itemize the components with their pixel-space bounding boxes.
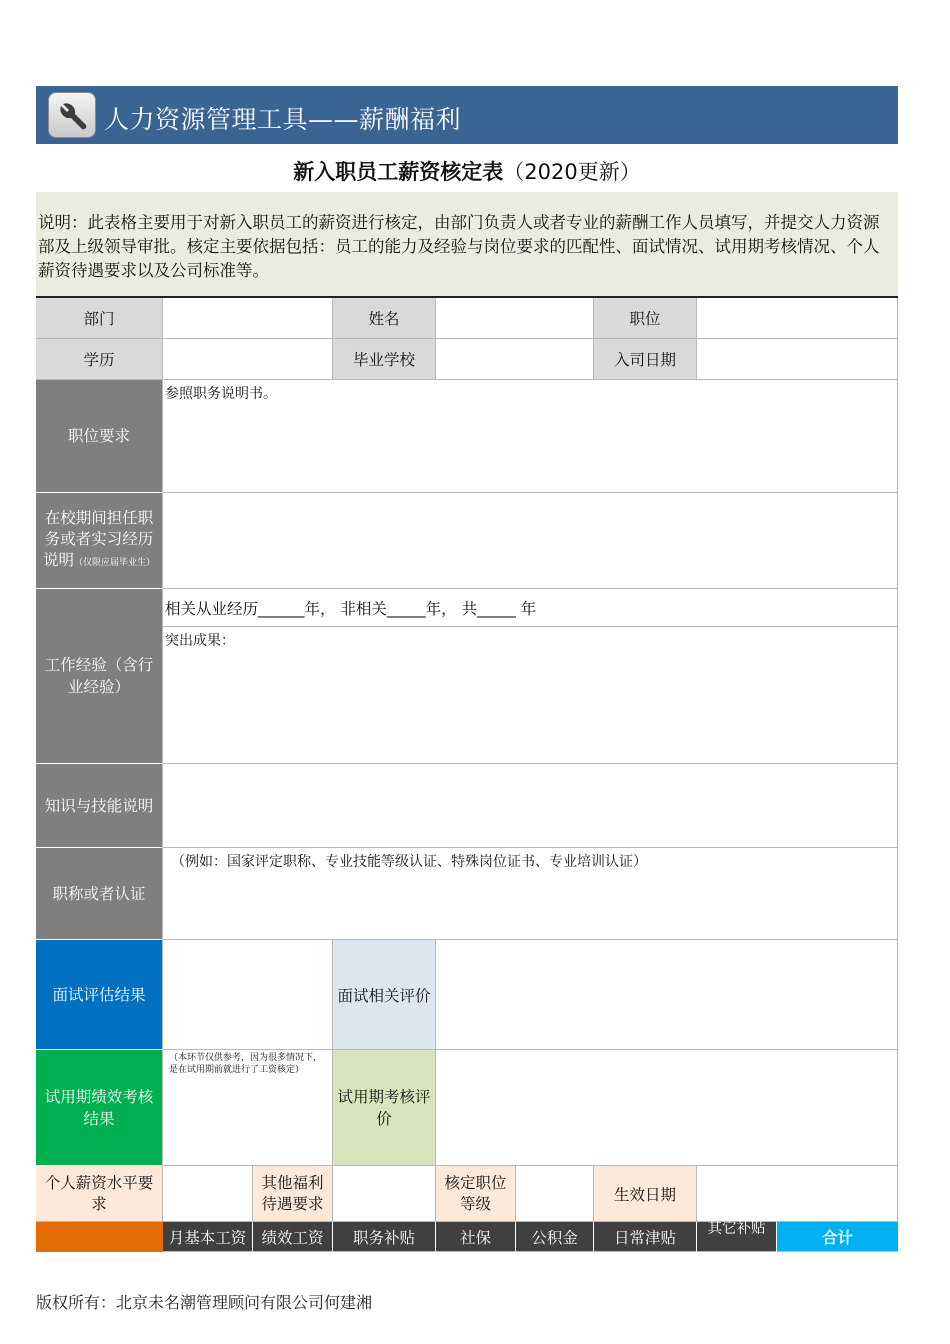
salary-col-other-allowance: 其它补贴 xyxy=(697,1222,777,1252)
probation-result-field[interactable] xyxy=(163,1050,333,1166)
achievements-label: 突出成果： xyxy=(165,633,235,649)
welfare-requirement-field[interactable] xyxy=(333,1166,436,1222)
salary-col-base: 月基本工资 xyxy=(163,1222,253,1252)
education-label: 学历 xyxy=(36,339,163,380)
entry-date-label: 入司日期 xyxy=(594,339,697,380)
salary-col-total: 合计 xyxy=(777,1222,898,1252)
banner-title: 人力资源管理工具——薪酬福利 xyxy=(104,105,462,134)
position-field[interactable] xyxy=(697,298,898,339)
interview-eval-field[interactable] xyxy=(436,940,898,1050)
grade-label: 核定职位等级 xyxy=(436,1166,516,1222)
salary-requirement-label: 个人薪资水平要求 xyxy=(36,1166,163,1222)
document-title-main: 新入职员工薪资核定表 xyxy=(293,160,504,184)
document-title xyxy=(36,156,898,186)
skills-label: 知识与技能说明 xyxy=(36,764,163,848)
interview-result-label: 面试评估结果 xyxy=(36,940,163,1050)
campus-experience-text: 在校期间担任职务或者实习经历说明 xyxy=(42,508,154,569)
school-field[interactable] xyxy=(436,339,594,380)
copyright-footer: 版权所有：北京未名潮管理顾问有限公司何建湘 xyxy=(36,1293,373,1312)
dept-label: 部门 xyxy=(36,298,163,339)
wrench-icon xyxy=(48,92,96,138)
description-text: 说明：此表格主要用于对新入职员工的薪资进行核定，由部门负责人或者专业的薪酬工作人员填写，并提交人力资源部及上级领导审批。核定主要依据包括：员工的能力及经验与岗位要求的匹配性、面试情况、试用期考核情况、个人薪资待遇要求以及公司标准等。 xyxy=(36,192,898,296)
campus-experience-tag: （仅限应届毕业生） xyxy=(74,557,156,568)
entry-date-field[interactable] xyxy=(697,339,898,380)
effective-date-field[interactable] xyxy=(697,1166,898,1222)
interview-result-field[interactable] xyxy=(163,940,333,1050)
education-field[interactable] xyxy=(163,339,333,380)
certification-field[interactable] xyxy=(163,848,898,940)
document-title-sub: （2020更新） xyxy=(503,160,641,184)
salary-col-position-allowance: 职务补贴 xyxy=(333,1222,436,1252)
certification-label: 职称或者认证 xyxy=(36,848,163,940)
achievements-field[interactable] xyxy=(163,627,898,764)
salary-col-social-insurance: 社保 xyxy=(436,1222,516,1252)
effective-date-label: 生效日期 xyxy=(594,1166,697,1222)
certification-note: （例如：国家评定职称、专业技能等级认证、特殊岗位证书、专业培训认证） xyxy=(171,854,647,870)
name-field[interactable] xyxy=(436,298,594,339)
salary-requirement-field[interactable] xyxy=(163,1166,253,1222)
skills-field[interactable] xyxy=(163,764,898,848)
campus-experience-label xyxy=(36,493,163,589)
salary-form xyxy=(36,296,898,1252)
welfare-requirement-label: 其他福利待遇要求 xyxy=(253,1166,333,1222)
salary-section-label xyxy=(36,1222,163,1252)
probation-eval-field[interactable] xyxy=(436,1050,898,1166)
name-label: 姓名 xyxy=(333,298,436,339)
work-experience-label: 工作经验（含行业经验） xyxy=(36,589,163,764)
salary-col-daily-allowance: 日常津贴 xyxy=(594,1222,697,1252)
salary-col-performance: 绩效工资 xyxy=(253,1222,333,1252)
probation-note: （本环节仅供参考，因为很多情况下，是在试用期前就进行了工资核定） xyxy=(169,1053,323,1075)
interview-eval-label: 面试相关评价 xyxy=(333,940,436,1050)
salary-col-housing-fund: 公积金 xyxy=(516,1222,594,1252)
school-label: 毕业学校 xyxy=(333,339,436,380)
grade-field[interactable] xyxy=(516,1166,594,1222)
job-requirement-note: 参照职务说明书。 xyxy=(165,386,277,402)
campus-experience-field[interactable] xyxy=(163,493,898,589)
probation-eval-label: 试用期考核评价 xyxy=(333,1050,436,1166)
job-requirement-field[interactable] xyxy=(163,380,898,493)
probation-result-label: 试用期绩效考核结果 xyxy=(36,1050,163,1166)
work-years-line: 相关从业经历______年， 非相关_____年， 共_____ 年 xyxy=(165,599,537,618)
dept-field[interactable] xyxy=(163,298,333,339)
work-years-field[interactable] xyxy=(163,589,898,627)
header-banner xyxy=(36,86,898,144)
position-label: 职位 xyxy=(594,298,697,339)
job-requirement-label: 职位要求 xyxy=(36,380,163,493)
